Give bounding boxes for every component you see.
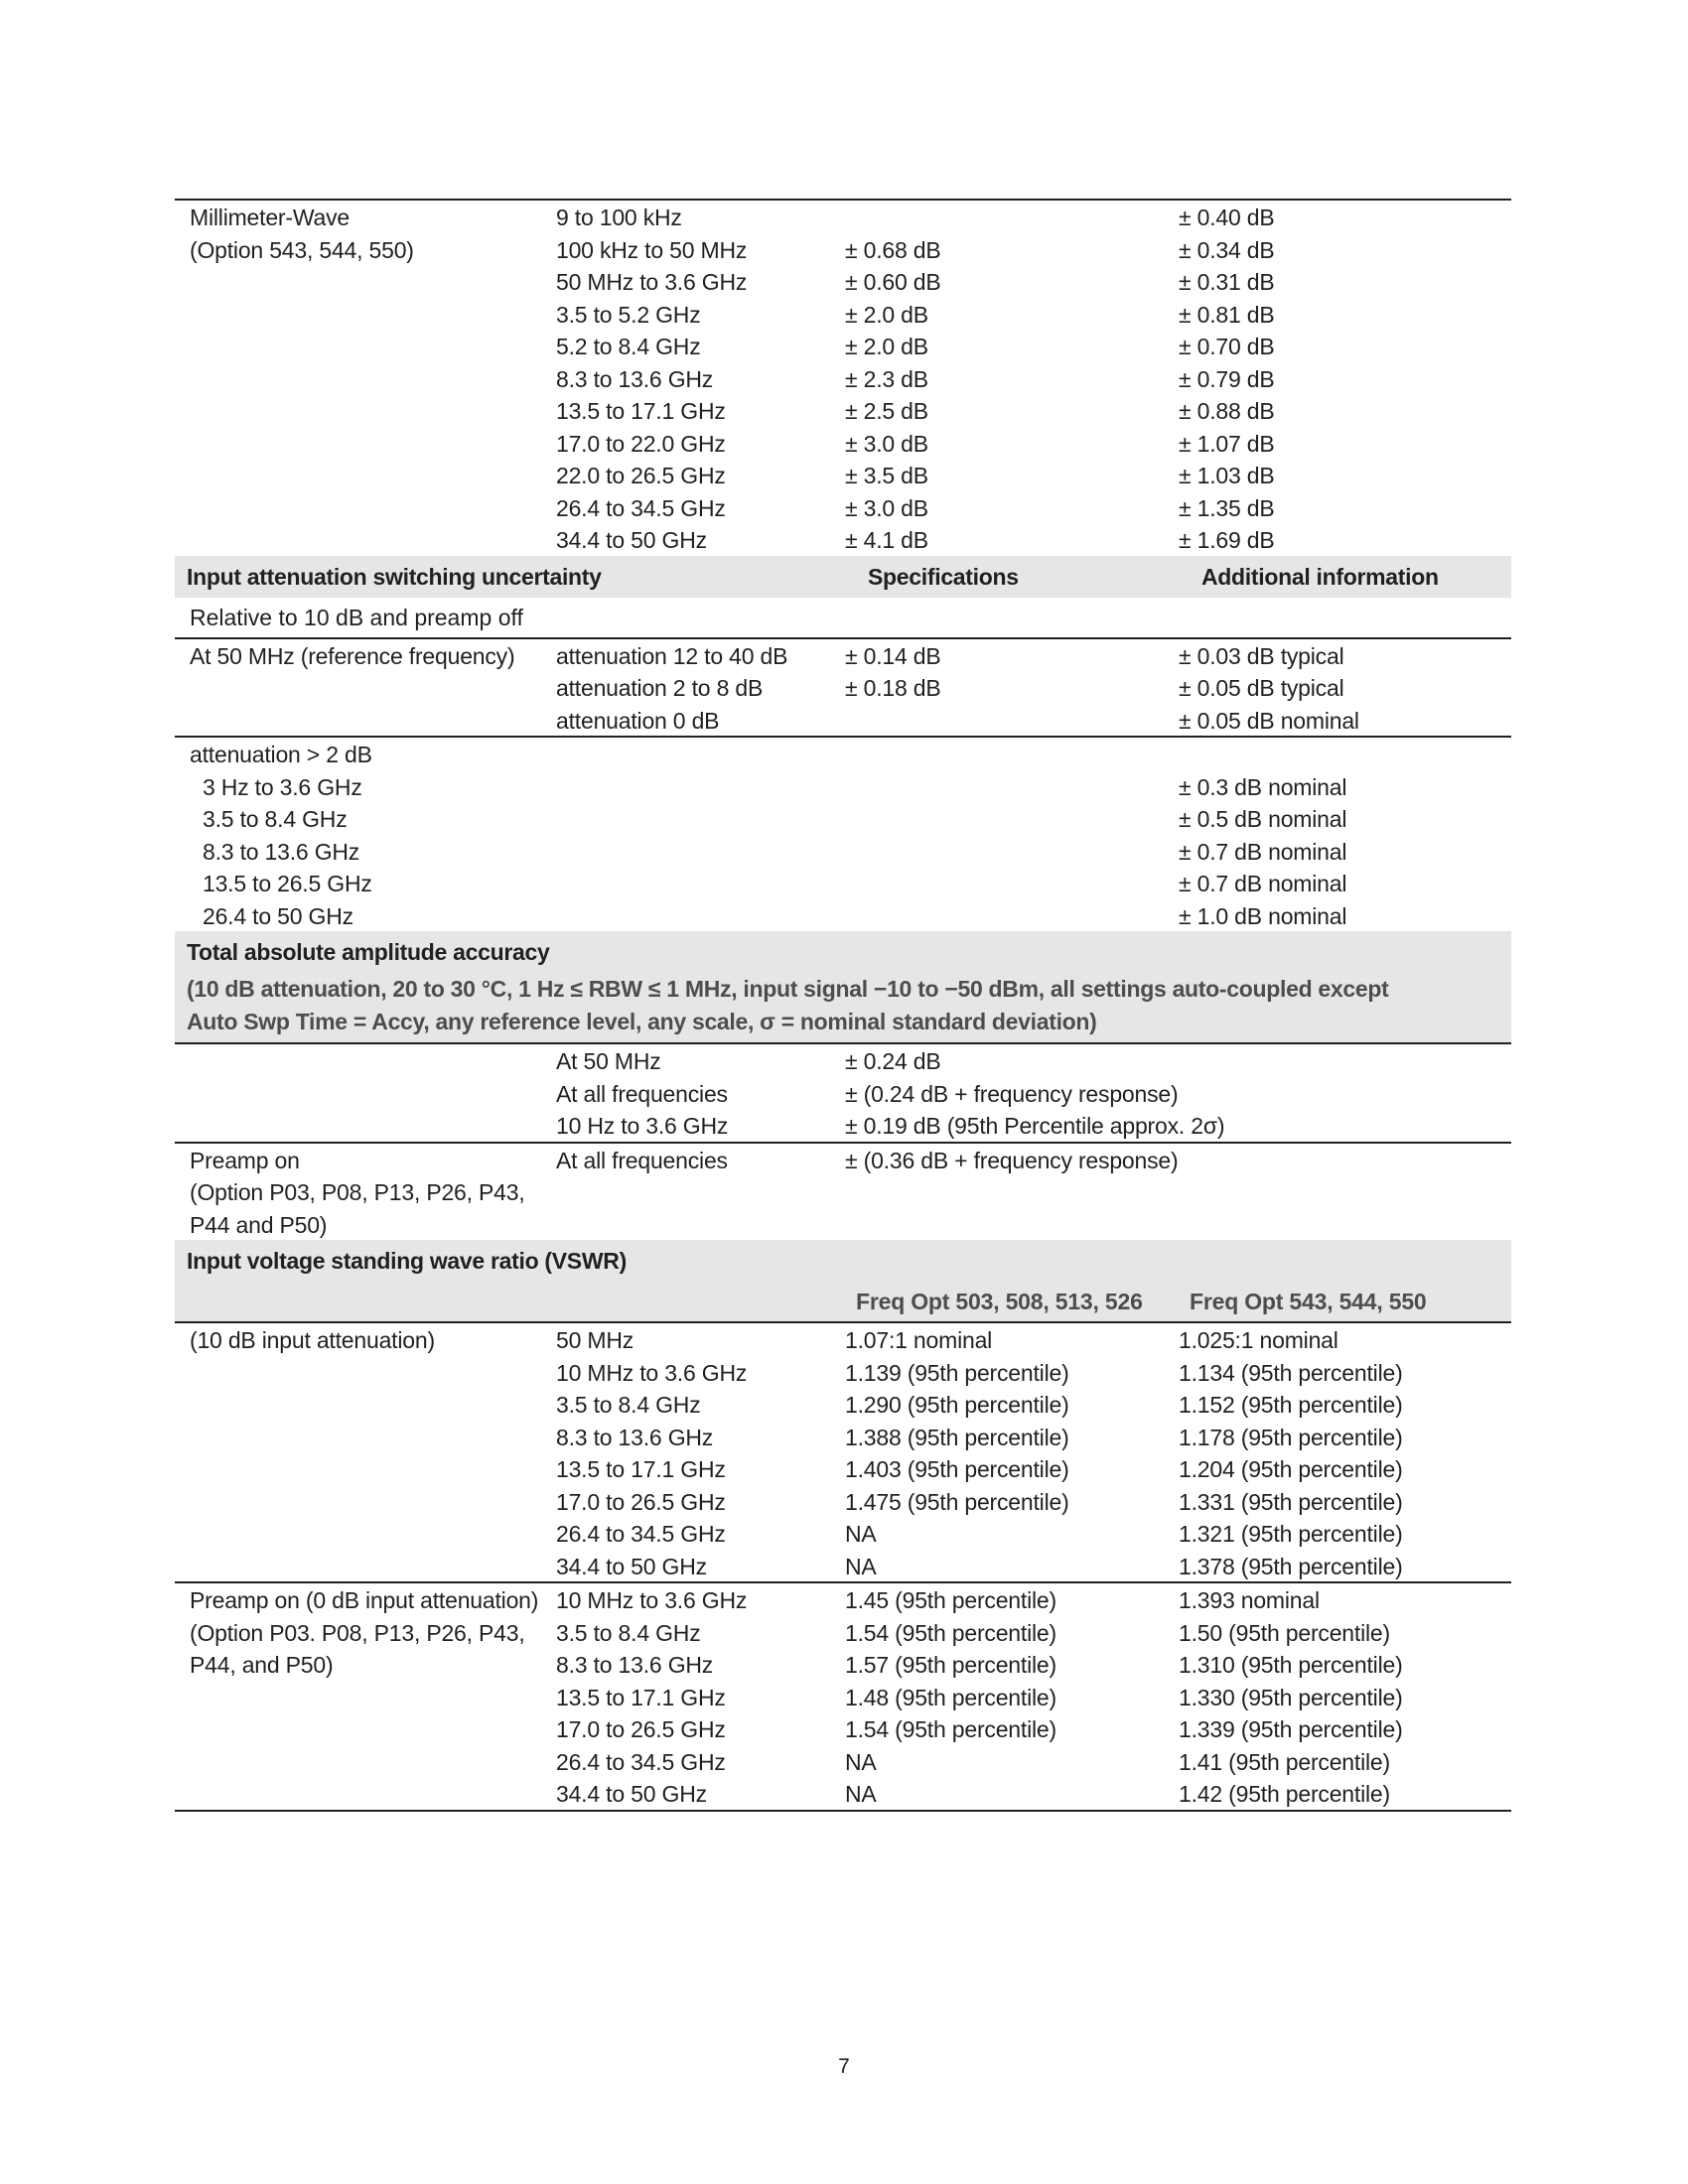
row-label: (Option P03, P08, P13, P26, P43, — [190, 1179, 525, 1205]
b-cell: 1.41 (95th percentile) — [1179, 1748, 1390, 1775]
table-row — [175, 491, 1511, 524]
vswr-preamp-section — [175, 1581, 1511, 1812]
a-cell: 1.48 (95th percentile) — [845, 1684, 1056, 1710]
page-number: 7 — [838, 2055, 850, 2078]
freq-cell: 9 to 100 kHz — [556, 205, 682, 230]
info-cell: ± 1.03 dB — [1179, 463, 1275, 488]
freq-cell: 26.4 to 34.5 GHz — [556, 1521, 726, 1547]
table-row — [175, 1144, 1511, 1176]
spec-cell: ± 2.3 dB — [845, 365, 928, 392]
cond-cell: attenuation 2 to 8 dB — [556, 675, 764, 701]
freq-cell: 26.4 to 34.5 GHz — [556, 1748, 726, 1775]
table-row — [175, 1583, 1511, 1616]
table-row — [175, 704, 1511, 737]
vswr-atten-section — [175, 1321, 1511, 1581]
a-cell: NA — [845, 1553, 877, 1579]
spec-cell — [843, 706, 1177, 737]
info-cell: ± 0.5 dB nominal — [1179, 806, 1347, 832]
a-cell: 1.07:1 nominal — [845, 1327, 993, 1353]
freq-cell: 100 kHz to 50 MHz — [556, 236, 748, 263]
freq-cell: 3.5 to 5.2 GHz — [556, 301, 701, 328]
col-header-info: Additional information — [1201, 563, 1439, 590]
info-cell: ± 0.7 dB nominal — [1179, 871, 1347, 896]
cond-cell: attenuation 12 to 40 dB — [556, 642, 788, 669]
info-cell: ± 0.3 dB nominal — [1179, 773, 1347, 800]
total-preamp-section — [175, 1142, 1511, 1241]
row-label: Preamp on — [190, 1147, 300, 1173]
a-cell: 1.403 (95th percentile) — [845, 1456, 1069, 1482]
table-row — [175, 639, 1511, 672]
spec-cell: ± 2.0 dB — [845, 301, 928, 328]
info-cell: ± 0.88 dB — [1179, 398, 1275, 424]
info-cell: ± 1.0 dB nominal — [1179, 902, 1347, 929]
freq-cell: 17.0 to 26.5 GHz — [556, 1716, 726, 1742]
info-cell: ± 0.70 dB — [1179, 334, 1275, 359]
col-header-a: Freq Opt 503, 508, 513, 526 — [856, 1289, 1143, 1314]
b-cell: 1.178 (95th percentile) — [1179, 1424, 1403, 1450]
spec-cell: ± 4.1 dB — [845, 527, 928, 553]
vswr-header — [175, 1240, 1511, 1321]
info-cell: ± 0.31 dB — [1179, 269, 1275, 295]
freq-cell: 50 MHz — [556, 1327, 634, 1353]
info-cell: ± 0.81 dB — [1179, 301, 1275, 328]
freq-cell: 8.3 to 13.6 GHz — [556, 365, 714, 392]
info-cell: ± 0.05 dB typical — [1179, 675, 1344, 701]
freq-cell: 17.0 to 26.5 GHz — [556, 1488, 726, 1515]
table-row — [175, 1452, 1511, 1485]
row-label: (Option P03. P08, P13, P26, P43, — [190, 1619, 525, 1646]
col-header-spec: Specifications — [868, 563, 1019, 590]
a-cell: 1.475 (95th percentile) — [845, 1488, 1069, 1515]
row-label: (10 dB input attenuation) — [190, 1327, 435, 1353]
table-row — [175, 867, 1511, 899]
table-row — [175, 523, 1511, 556]
spec-cell: ± (0.36 dB + frequency response) — [845, 1147, 1179, 1173]
table-row — [175, 738, 1511, 770]
row-label: Preamp on (0 dB input attenuation) — [190, 1587, 539, 1613]
b-cell: 1.310 (95th percentile) — [1179, 1652, 1403, 1678]
freq-cell: 8.3 to 13.6 GHz — [203, 838, 360, 865]
freq-cell: 3.5 to 8.4 GHz — [556, 1619, 701, 1646]
spec-cell: ± 3.0 dB — [845, 430, 928, 457]
table-row — [175, 1777, 1511, 1810]
freq-cell: 10 MHz to 3.6 GHz — [556, 1359, 748, 1386]
spec-cell: ± (0.24 dB + frequency response) — [845, 1080, 1179, 1107]
a-cell: NA — [845, 1781, 877, 1807]
spec-cell: ± 3.5 dB — [845, 463, 928, 488]
table-row — [175, 899, 1511, 932]
table-row — [175, 835, 1511, 868]
spec-cell: ± 0.60 dB — [845, 269, 941, 295]
table-row — [175, 298, 1511, 331]
table-row — [175, 362, 1511, 395]
spec-cell: ± 2.0 dB — [845, 334, 928, 359]
table-row — [175, 1745, 1511, 1778]
spec-cell: ± 0.19 dB (95th Percentile approx. 2σ) — [845, 1113, 1225, 1139]
table-row — [175, 1388, 1511, 1421]
spec-cell: ± 0.14 dB — [845, 642, 941, 669]
total-section — [175, 1042, 1511, 1142]
freq-cell: 13.5 to 26.5 GHz — [203, 871, 372, 896]
freq-cell: 13.5 to 17.1 GHz — [556, 1684, 726, 1710]
spec-page — [175, 199, 1511, 1812]
table-row — [175, 201, 1511, 233]
table-row — [175, 1421, 1511, 1453]
info-cell: ± 1.35 dB — [1179, 494, 1275, 521]
spec-cell: ± 2.5 dB — [845, 398, 928, 424]
b-cell: 1.134 (95th percentile) — [1179, 1359, 1403, 1386]
col-header-b: Freq Opt 543, 544, 550 — [1190, 1289, 1427, 1314]
table-row — [175, 1077, 1511, 1110]
freq-cell: 34.4 to 50 GHz — [556, 1781, 707, 1807]
table-row — [175, 1616, 1511, 1649]
info-cell: ± 0.79 dB — [1179, 365, 1275, 392]
spec-cell — [843, 203, 1177, 233]
atten-header — [175, 556, 1511, 598]
row-label: Millimeter-Wave — [190, 205, 350, 230]
table-row — [175, 1712, 1511, 1745]
info-cell: ± 1.07 dB — [1179, 430, 1275, 457]
freq-cell: 34.4 to 50 GHz — [556, 527, 707, 553]
table-row — [175, 770, 1511, 803]
cond-cell: attenuation 0 dB — [556, 707, 720, 734]
a-cell: 1.45 (95th percentile) — [845, 1587, 1056, 1613]
table-row — [175, 265, 1511, 298]
freq-cell: 26.4 to 34.5 GHz — [556, 494, 726, 521]
row-label: At 50 MHz (reference frequency) — [190, 642, 515, 669]
info-cell: ± 0.03 dB typical — [1179, 642, 1344, 669]
atten-note: Relative to 10 dB and preamp off — [190, 604, 523, 630]
freq-cell: 10 MHz to 3.6 GHz — [556, 1587, 748, 1613]
section-subtitle: Auto Swp Time = Accy, any reference level, any scale, σ = nominal standard deviation) — [187, 1009, 1097, 1034]
row-label: attenuation > 2 dB — [190, 742, 372, 767]
freq-cell: 34.4 to 50 GHz — [556, 1553, 707, 1579]
a-cell: 1.388 (95th percentile) — [845, 1424, 1069, 1450]
spec-cell: ± 0.68 dB — [845, 236, 941, 263]
section-subtitle: (10 dB attenuation, 20 to 30 °C, 1 Hz ≤ RBW ≤ 1 MHz, input signal −10 to −50 dBm, all settings auto-coupled except — [187, 976, 1389, 1002]
a-cell: 1.57 (95th percentile) — [845, 1652, 1056, 1678]
table-row — [175, 1109, 1511, 1142]
table-row — [175, 1356, 1511, 1389]
table-row — [175, 1175, 1511, 1208]
a-cell: 1.54 (95th percentile) — [845, 1619, 1056, 1646]
info-cell: ± 0.05 dB nominal — [1179, 707, 1359, 734]
info-cell: ± 0.7 dB nominal — [1179, 838, 1347, 865]
freq-cell: 3.5 to 8.4 GHz — [556, 1392, 701, 1418]
spec-cell: ± 0.18 dB — [845, 675, 941, 701]
cond-cell: At all frequencies — [556, 1080, 728, 1107]
atten-gt-section — [175, 736, 1511, 931]
a-cell: 1.54 (95th percentile) — [845, 1716, 1056, 1742]
freq-cell: 13.5 to 17.1 GHz — [556, 1456, 726, 1482]
row-label: P44, and P50) — [190, 1652, 334, 1678]
freq-cell: 5.2 to 8.4 GHz — [556, 334, 701, 359]
b-cell: 1.330 (95th percentile) — [1179, 1684, 1403, 1710]
table-row — [175, 394, 1511, 427]
cond-cell: At 50 MHz — [556, 1048, 661, 1074]
table-row — [175, 459, 1511, 491]
table-row — [175, 1044, 1511, 1077]
freq-cell: 3 Hz to 3.6 GHz — [203, 773, 362, 800]
table-row — [175, 1208, 1511, 1241]
atten-ref-section — [175, 637, 1511, 737]
table-row — [175, 330, 1511, 362]
b-cell: 1.50 (95th percentile) — [1179, 1619, 1390, 1646]
a-cell: NA — [845, 1748, 877, 1775]
spec-cell: ± 0.24 dB — [845, 1048, 941, 1074]
freq-cell: 8.3 to 13.6 GHz — [556, 1652, 714, 1678]
section-title: Input voltage standing wave ratio (VSWR) — [187, 1248, 627, 1274]
b-cell: 1.378 (95th percentile) — [1179, 1553, 1403, 1579]
table-row — [175, 1550, 1511, 1582]
table-row — [175, 427, 1511, 460]
mmwave-section — [175, 199, 1511, 556]
section-title: Total absolute amplitude accuracy — [187, 939, 550, 965]
freq-cell: 13.5 to 17.1 GHz — [556, 398, 726, 424]
freq-cell: 8.3 to 13.6 GHz — [556, 1424, 714, 1450]
b-cell: 1.393 nominal — [1179, 1587, 1320, 1613]
freq-cell: 22.0 to 26.5 GHz — [556, 463, 726, 488]
table-row — [175, 233, 1511, 266]
table-row — [175, 671, 1511, 704]
table-row — [175, 1323, 1511, 1356]
a-cell: NA — [845, 1521, 877, 1547]
b-cell: 1.42 (95th percentile) — [1179, 1781, 1390, 1807]
spec-cell: ± 3.0 dB — [845, 494, 928, 521]
freq-cell: 50 MHz to 3.6 GHz — [556, 269, 748, 295]
table-row — [175, 1517, 1511, 1550]
info-cell: ± 0.40 dB — [1179, 205, 1275, 230]
table-row — [175, 1681, 1511, 1713]
info-cell: ± 1.69 dB — [1179, 527, 1275, 553]
a-cell: 1.290 (95th percentile) — [845, 1392, 1069, 1418]
b-cell: 1.204 (95th percentile) — [1179, 1456, 1403, 1482]
row-label: (Option 543, 544, 550) — [190, 236, 414, 263]
b-cell: 1.025:1 nominal — [1179, 1327, 1338, 1353]
b-cell: 1.331 (95th percentile) — [1179, 1488, 1403, 1515]
table-row — [175, 802, 1511, 835]
table-row — [175, 1485, 1511, 1518]
total-header — [175, 931, 1511, 1042]
row-label: P44 and P50) — [190, 1211, 328, 1238]
a-cell: 1.139 (95th percentile) — [845, 1359, 1069, 1386]
table-row — [175, 1648, 1511, 1681]
b-cell: 1.152 (95th percentile) — [1179, 1392, 1403, 1418]
info-cell: ± 0.34 dB — [1179, 236, 1275, 263]
cond-cell: 10 Hz to 3.6 GHz — [556, 1113, 729, 1139]
b-cell: 1.339 (95th percentile) — [1179, 1716, 1403, 1742]
cond-cell: At all frequencies — [556, 1147, 728, 1173]
section-title: Input attenuation switching uncertainty — [187, 563, 602, 590]
b-cell: 1.321 (95th percentile) — [1179, 1521, 1403, 1547]
freq-cell: 26.4 to 50 GHz — [203, 902, 353, 929]
freq-cell: 17.0 to 22.0 GHz — [556, 430, 726, 457]
freq-cell: 3.5 to 8.4 GHz — [203, 806, 348, 832]
